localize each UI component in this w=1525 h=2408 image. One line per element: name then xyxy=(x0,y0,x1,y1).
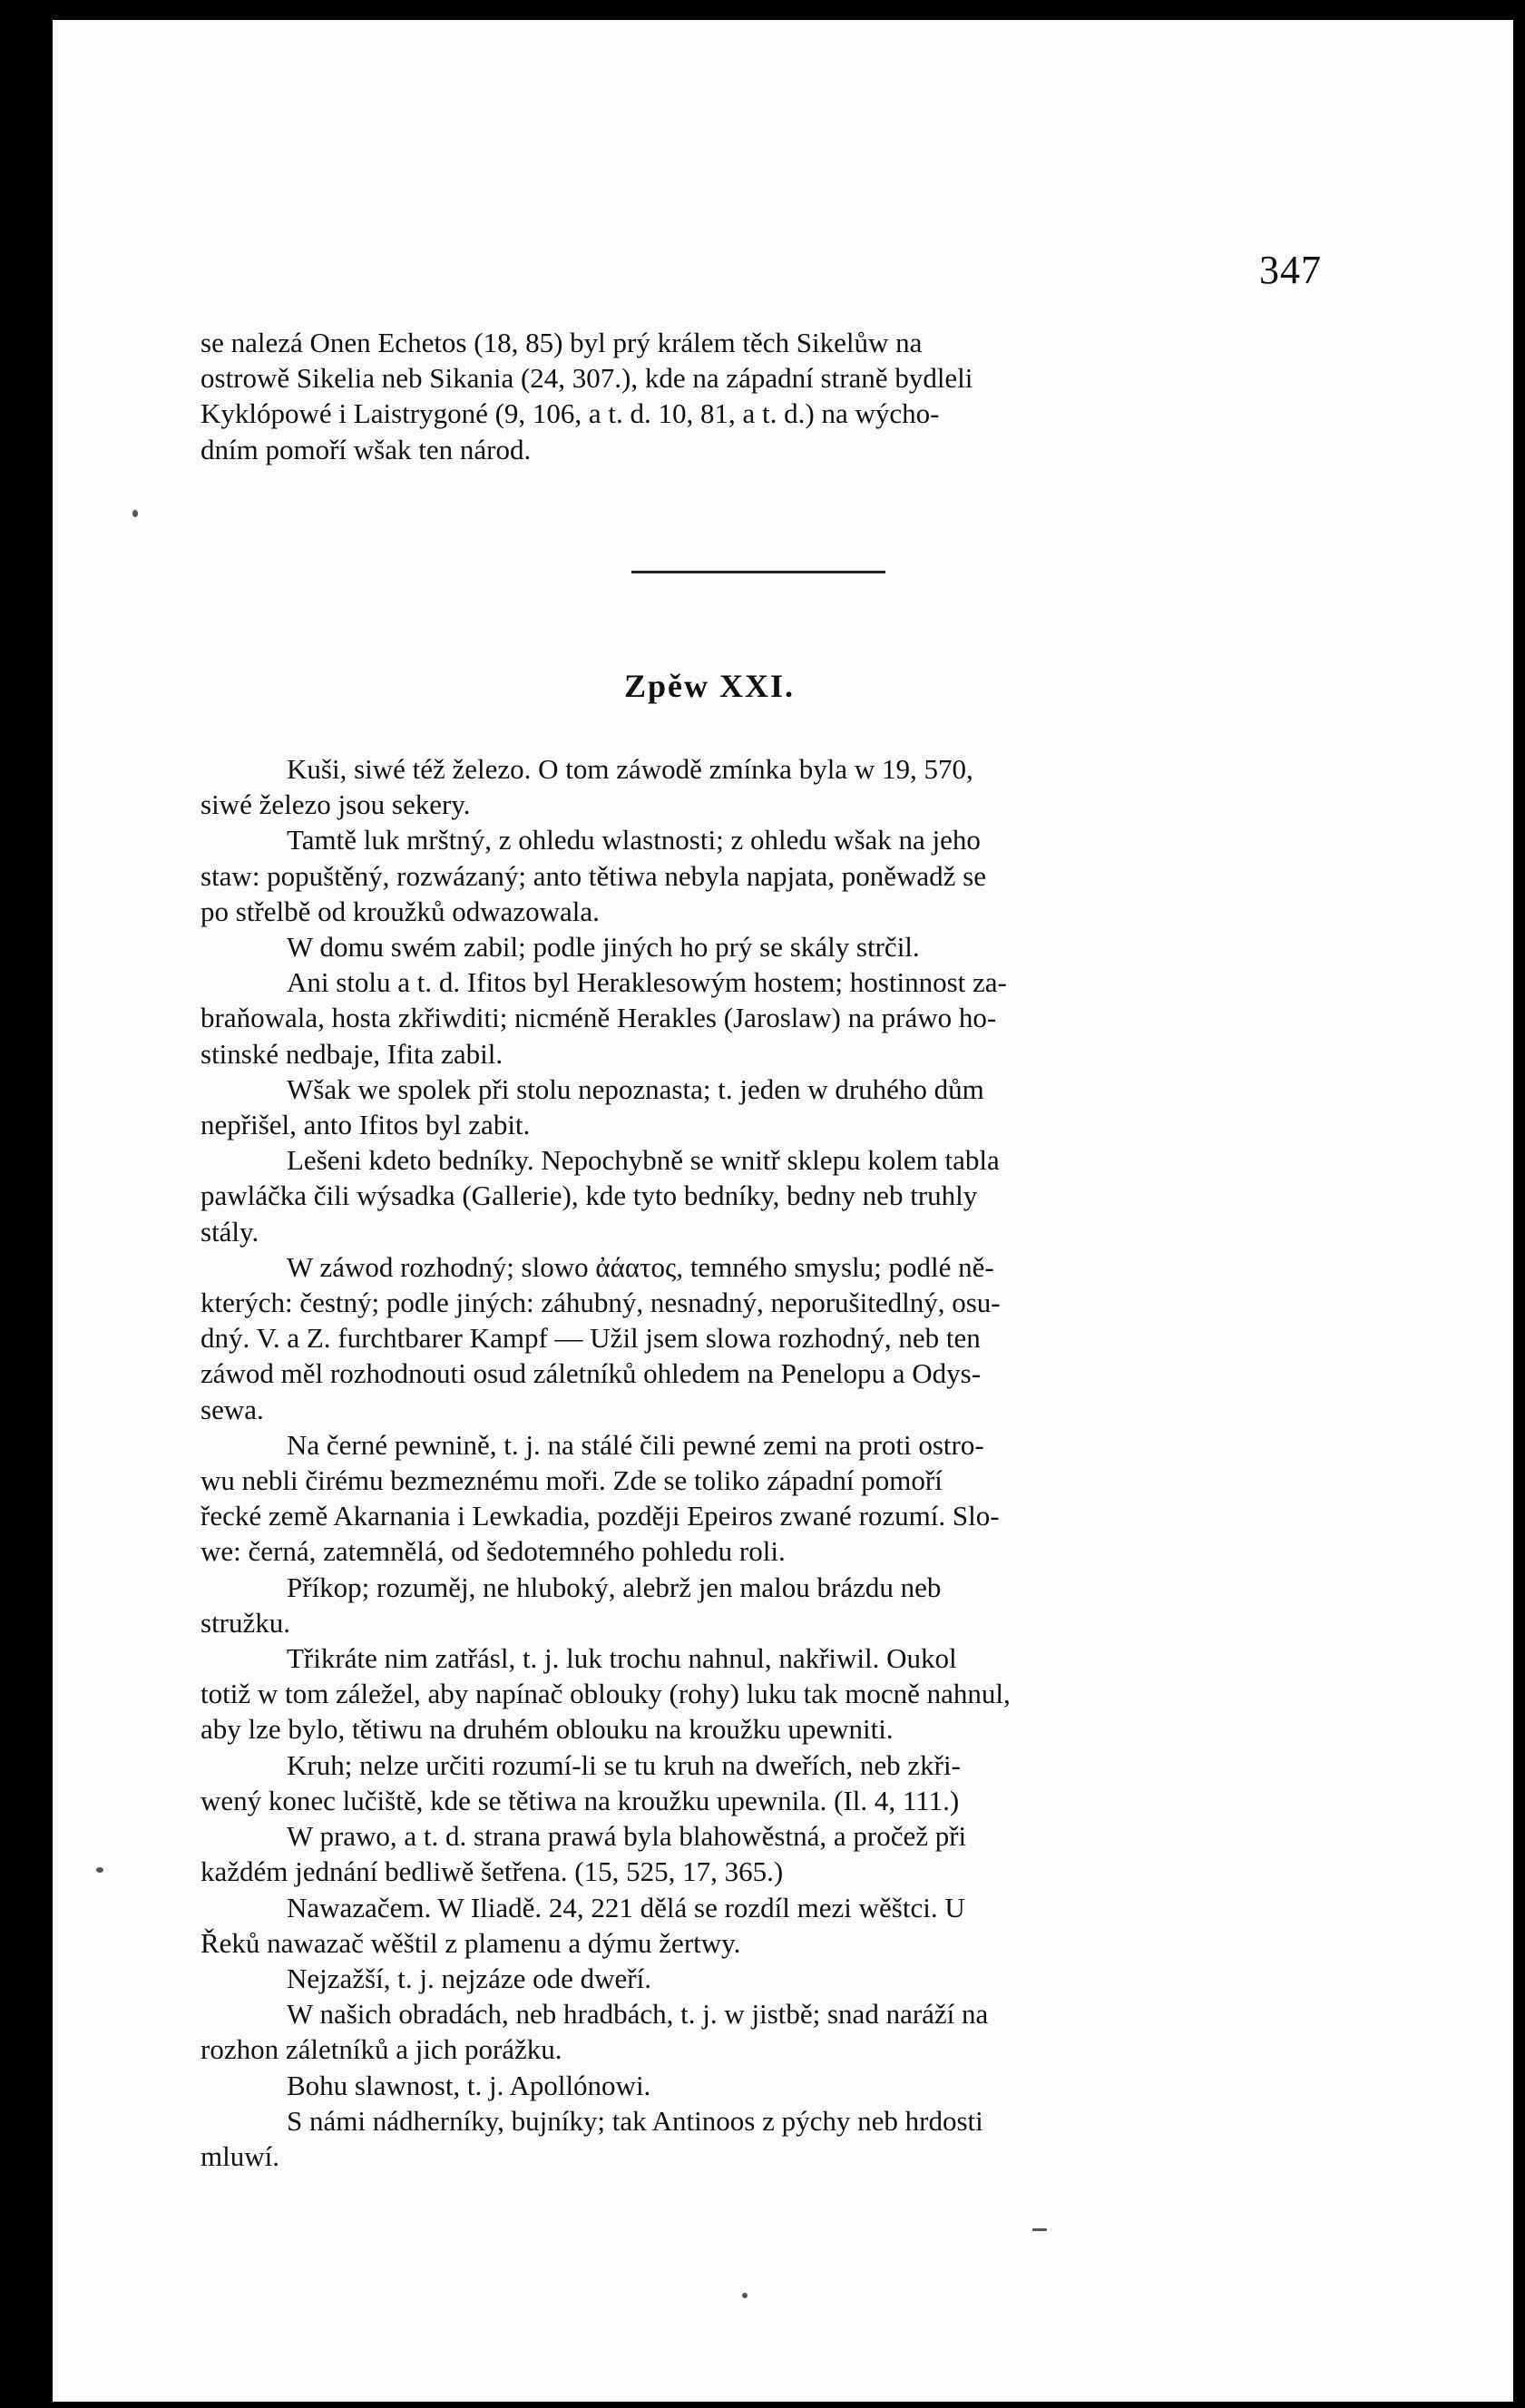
text-line: se nalezá Onen Echetos (18, 85) byl prý králem těch Sikelůw na xyxy=(200,327,923,358)
note-line: Příkop; rozuměj, ne hluboký, alebrž jen malou brázdu neb xyxy=(287,1571,942,1603)
note-line: dný. V. a Z. furchtbarer Kampf — Užil jsem slowa rozhodný, neb ten xyxy=(200,1322,981,1355)
note-line: staw: popuštěný, rozwázaný; anto tětiwa nebyla napjata, poněwadž se xyxy=(200,859,986,892)
print-speck xyxy=(1032,2228,1047,2231)
note-line: Kruh; nelze určiti rozumí-li se tu kruh na dweřích, neb zkři- xyxy=(287,1748,961,1781)
note-line: sewa. xyxy=(200,1393,264,1425)
note-line: rozhon záletníků a jich porážku. xyxy=(200,2033,562,2066)
print-speck xyxy=(96,1867,103,1873)
note-line: mluwí. xyxy=(200,2139,279,2172)
note-line: nepřišel, anto Ifitos byl zabit. xyxy=(200,1109,531,1141)
print-speck xyxy=(742,2293,748,2298)
note-line: stružku. xyxy=(200,1606,291,1639)
book-page xyxy=(53,20,1513,2402)
note-line: stinské nedbaje, Ifita zabil. xyxy=(200,1037,503,1070)
note-line: kterých: čestný; podle jiných: záhubný, nesnadný, neporušitedlný, osu- xyxy=(200,1287,1001,1319)
note-line: Třikráte nim zatřásl, t. j. luk trochu nahnul, nakřiwil. Oukol xyxy=(287,1642,957,1675)
note-line: řecké země Akarnania i Lewkadia, později Epeiros zwané rozumí. Slo- xyxy=(200,1500,1000,1532)
note-line: Ani stolu a t. d. Ifitos byl Heraklesowým hostem; hostinnost za- xyxy=(287,966,1007,999)
note-line: braňowala, hosta zkřiwditi; nicméně Herakles (Jaroslaw) na práwo ho- xyxy=(200,1002,997,1034)
note-line: W záwod rozhodný; slowo ἀάατος, temného smyslu; podlé ně- xyxy=(287,1250,994,1283)
note-line: we: černá, zatemnělá, od šedotemného pohledu roli. xyxy=(200,1535,786,1568)
note-line: totiž w tom záležel, aby napínač oblouky (rohy) luku tak mocně nahnul, xyxy=(200,1678,1011,1710)
note-line: S námi nádherníky, bujníky; tak Antinoos z pýchy neb hrdosti xyxy=(287,2104,983,2137)
note-line: Nejzažší, t. j. nejzáze ode dweří. xyxy=(287,1962,651,1994)
section-divider xyxy=(631,571,885,573)
intro-paragraph xyxy=(200,325,1328,467)
note-line: stály. xyxy=(200,1215,259,1248)
note-line: Řeků nawazač wěštil z plamenu a dýmu žertwy. xyxy=(200,1926,741,1959)
page-number: 347 xyxy=(1259,248,1322,292)
note-line: každém jednání bedliwě šetřena. (15, 525, 17, 365.) xyxy=(200,1855,784,1888)
note-line: záwod měl rozhodnouti osud záletníků ohledem na Penelopu a Odys- xyxy=(200,1357,982,1390)
note-line: Na černé pewnině, t. j. na stálé čili pewné zemi na proti ostro- xyxy=(287,1428,984,1461)
chapter-heading: Zpěw XXI. xyxy=(624,668,796,704)
note-line: W prawo, a t. d. strana prawá byla blahowěstná, a pročež při xyxy=(287,1820,967,1853)
text-line: ostrowě Sikelia neb Sikania (24, 307.), kde na západní straně bydleli xyxy=(200,362,973,395)
note-line: siwé železo jsou sekery. xyxy=(200,788,471,821)
note-line: Kuši, siwé též železo. O tom záwodě zmínka byla w 19, 570, xyxy=(287,753,973,785)
note-line: W domu swém zabil; podle jiných ho prý se skály strčil. xyxy=(287,931,920,964)
note-line: Bohu slawnost, t. j. Apollónowi. xyxy=(287,2069,651,2101)
note-line: Lešeni kdeto bedníky. Nepochybně se wnitř sklepu kolem tabla xyxy=(287,1144,1000,1177)
notes-body xyxy=(200,751,1328,2174)
note-line: wený konec lučiště, kde se tětiwa na kroužku upewnila. (Il. 4, 111.) xyxy=(200,1784,960,1816)
print-speck xyxy=(132,510,138,517)
note-line: Wšak we spolek při stolu nepoznasta; t. jeden w druhého dům xyxy=(287,1072,984,1105)
note-line: Tamtě luk mrštný, z ohledu wlastnosti; z ohledu wšak na jeho xyxy=(287,824,981,857)
text-line: dním pomoří wšak ten národ. xyxy=(200,433,532,465)
note-line: aby lze bylo, tětiwu na druhém oblouku na kroužku upewniti. xyxy=(200,1713,894,1746)
note-line: pawláčka čili wýsadka (Gallerie), kde tyto bedníky, bedny neb truhly xyxy=(200,1180,978,1212)
note-line: wu nebli čirému bezmeznému moři. Zde se toliko západní pomoří xyxy=(200,1464,943,1497)
text-line: Kyklópowé i Laistrygoné (9, 106, a t. d. 10, 81, a t. d.) na wýcho- xyxy=(200,397,940,430)
note-line: W našich obradách, neb hradbách, t. j. w jistbě; snad naráží na xyxy=(287,1998,989,2031)
note-line: Nawazačem. W Iliadě. 24, 221 dělá se rozdíl mezi wěštci. U xyxy=(287,1891,965,1923)
note-line: po střelbě od kroužků odwazowala. xyxy=(200,895,600,927)
